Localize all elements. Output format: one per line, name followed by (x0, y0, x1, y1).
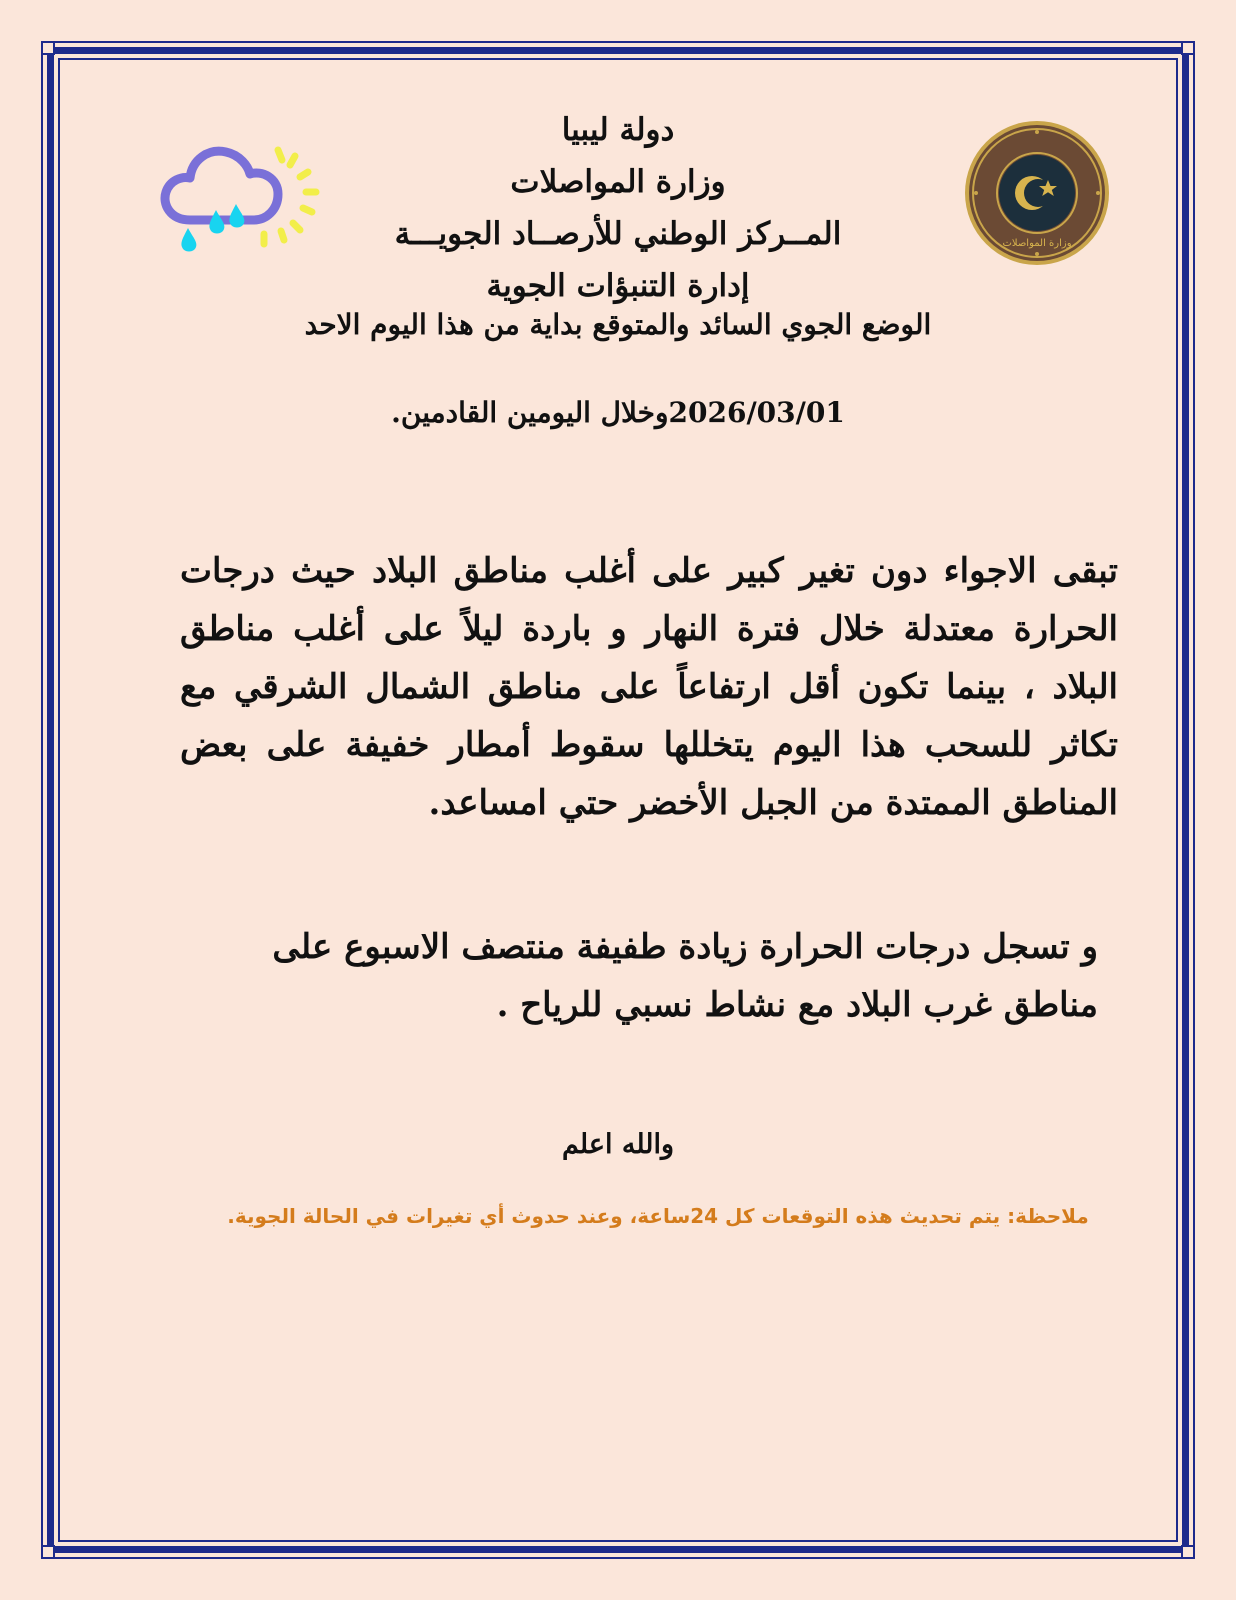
border-corner-bottom-right (1181, 1545, 1195, 1559)
closing-phrase: والله اعلم (561, 1129, 675, 1160)
emblem-text: وزارة المواصلات (1002, 238, 1072, 249)
forecast-paragraph-2: و تسجل درجات الحرارة زيادة طفيفة منتصف الاسبوع على مناطق غرب البلاد مع نشاط نسبي للرياح . (272, 927, 1098, 1025)
border-corner-top-left (41, 41, 55, 55)
document-subtitle (180, 300, 1056, 438)
update-note: ملاحظة: يتم تحديث هذه التوقعات كل 24ساعة، وعند حدوث أي تغيرات في الحالة الجوية. (227, 1204, 1089, 1228)
header-department: إدارة التنبؤات الجوية (486, 268, 750, 304)
forecast-paragraph-1: تبقى الاجواء دون تغير كبير على أغلب مناطق البلاد حيث درجات الحرارة معتدلة خلال فترة النهار و باردة ليلاً على أغلب مناطق البلاد ، بينما تكون أقل ارتفاعاً على مناطق الشمال الشرقي مع تكاثر للسحب هذا اليوم يتخللها سقوط أمطار خفيفة على بعض المناطق الممتدة من الجبل الأخضر حتي امساعد. (180, 551, 1118, 823)
document-header (230, 104, 1006, 312)
header-country: دولة ليبيا (561, 112, 675, 148)
border-corner-bottom-left (41, 1545, 55, 1559)
border-corner-top-right (1181, 41, 1195, 55)
subtitle-line1: الوضع الجوي السائد والمتوقع بداية من هذا اليوم الاحد (304, 308, 932, 341)
header-ministry: وزارة المواصلات (510, 164, 726, 200)
subtitle-date-line: 2026/03/01وخلال اليومين القادمين. (391, 396, 845, 429)
header-center: المــركز الوطني للأرصــاد الجويـــة (394, 216, 842, 252)
